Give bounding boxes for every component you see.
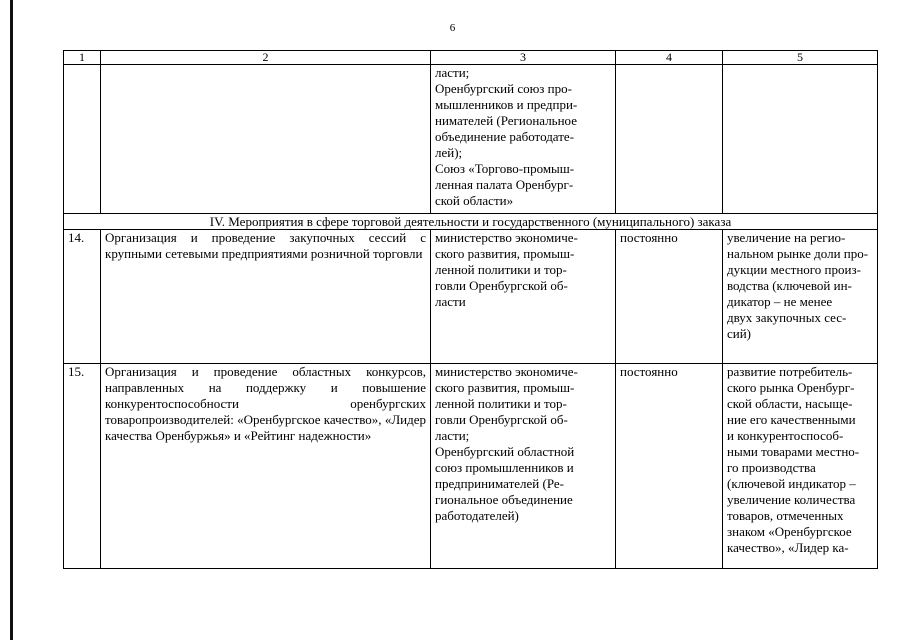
text-line: работодателей) (435, 508, 519, 523)
text-line: ской области, насыще- (727, 396, 853, 411)
text-line: ние его качественными (727, 412, 856, 427)
text-line: ской области» (435, 193, 514, 208)
text-line: лей); (435, 145, 463, 160)
empty-cell (101, 65, 431, 214)
empty-cell (616, 65, 723, 214)
text-line: развитие потребитель- (727, 364, 853, 379)
activity-cell: Организация и проведение областных конкурсов, направленных на поддержку и повышение конкурентоспособности оренбургских товаропроизводителей: «Оренбургское качество», «Лидер качества Оренбуржья» и «Рейтинг надежности» (101, 364, 431, 569)
column-header: 4 (616, 51, 723, 65)
activity-cell: Организация и проведение закупочных сессий с крупными сетевыми предприятиями розничной торговли (101, 230, 431, 364)
text-line: союз промышленников и (435, 460, 574, 475)
page-number: 6 (449, 22, 456, 34)
responsible-cell (431, 230, 616, 364)
text-line: Оренбургский союз про- (435, 81, 572, 96)
continuation-row (64, 65, 878, 214)
section-title: IV. Мероприятия в сфере торговой деятельности и государственного (муниципального) заказа (64, 214, 878, 230)
measures-table (63, 50, 878, 569)
column-header: 2 (101, 51, 431, 65)
text-line: министерство экономиче- (435, 230, 578, 245)
text-line: ского рынка Оренбург- (727, 380, 855, 395)
text-line: предпринимателей (Ре- (435, 476, 564, 491)
text-line: дукции местного произ- (727, 262, 861, 277)
responsible-cell (431, 65, 616, 214)
text-line: ского развития, промыш- (435, 246, 575, 261)
text-line: сий) (727, 326, 752, 341)
row-number: 14. (64, 230, 101, 364)
empty-cell (64, 65, 101, 214)
result-cell (723, 230, 878, 364)
text-line: (ключевой индикатор – (727, 476, 856, 491)
table-header-row (64, 51, 878, 65)
text-line: дикатор – не менее (727, 294, 833, 309)
page-bottom-blank (0, 576, 905, 640)
text-line: министерство экономиче- (435, 364, 578, 379)
text-line: ского развития, промыш- (435, 380, 575, 395)
text-line: нальном рынке доли про- (727, 246, 869, 261)
responsible-cell (431, 364, 616, 569)
text-line: нимателей (Региональное (435, 113, 577, 128)
section-row (64, 214, 878, 230)
row-number: 15. (64, 364, 101, 569)
binding-margin-rule (10, 0, 13, 640)
text-line: и конкурентоспособ- (727, 428, 844, 443)
text-line: ласти; (435, 428, 470, 443)
result-cell (723, 364, 878, 569)
text-line: водства (ключевой ин- (727, 278, 852, 293)
text-line: ласти; (435, 65, 470, 80)
text-line: ленной политики и тор- (435, 396, 567, 411)
term-cell: постоянно (616, 364, 723, 569)
text-line: увеличение на регио- (727, 230, 846, 245)
text-line: качество», «Лидер ка- (727, 540, 849, 555)
table-row (64, 230, 878, 364)
text-line: двух закупочных сес- (727, 310, 847, 325)
text-line: го производства (727, 460, 816, 475)
text-line: ными товарами местно- (727, 444, 860, 459)
text-line: товаров, отмеченных (727, 508, 844, 523)
empty-cell (723, 65, 878, 214)
text-line: объединение работодате- (435, 129, 575, 144)
text-line: знаком «Оренбургское (727, 524, 852, 539)
text-line: говли Оренбургской об- (435, 278, 568, 293)
table-row (64, 364, 878, 569)
column-header: 1 (64, 51, 101, 65)
column-header: 5 (723, 51, 878, 65)
text-line: ленной политики и тор- (435, 262, 567, 277)
text-line: Союз «Торгово-промыш- (435, 161, 575, 176)
text-line: увеличение количества (727, 492, 856, 507)
text-line: ласти (435, 294, 466, 309)
text-line: мышленников и предпри- (435, 97, 578, 112)
text-line: Оренбургский областной (435, 444, 575, 459)
column-header: 3 (431, 51, 616, 65)
text-line: ленная палата Оренбург- (435, 177, 574, 192)
text-line: гиональное объединение (435, 492, 573, 507)
text-line: говли Оренбургской об- (435, 412, 568, 427)
term-cell: постоянно (616, 230, 723, 364)
